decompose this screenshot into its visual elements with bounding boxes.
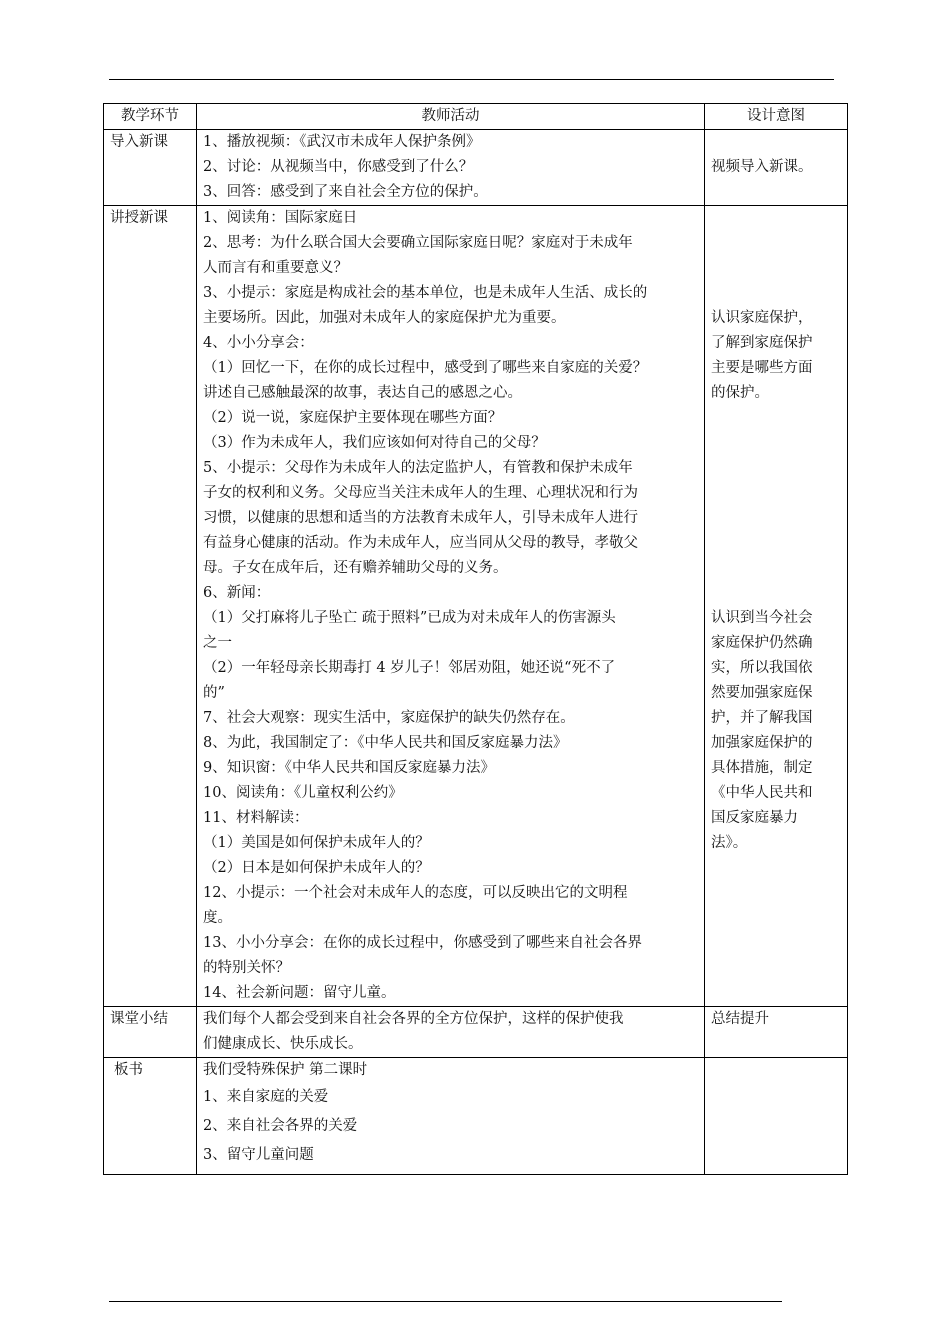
intent-cell (705, 1007, 848, 1058)
activity-line: 10、阅读角：《儿童权利公约》 (203, 785, 403, 801)
activity-line: 12、小提示：一个社会对未成年人的态度，可以反映出它的文明程 (203, 885, 628, 901)
intent-cell (705, 206, 848, 1007)
activity-line: 1、来自家庭的关爱 (203, 1089, 329, 1105)
intent-line: 《中华人民共和 (711, 785, 813, 801)
activity-cell (197, 1007, 705, 1058)
intent-line: 国反家庭暴力 (711, 810, 798, 826)
activity-line: 6、新闻： (203, 585, 271, 601)
activity-line: 度。 (203, 910, 232, 926)
activity-line: 9、知识窗：《中华人民共和国反家庭暴力法》 (203, 760, 495, 776)
activity-line: 14、社会新问题：留守儿童。 (203, 985, 396, 1001)
activity-line: 5、小提示：父母作为未成年人的法定监护人，有管教和保护未成年 (203, 460, 633, 476)
table-row (104, 1007, 848, 1058)
intent-line: 视频导入新课。 (711, 159, 813, 175)
table-row (104, 1058, 848, 1175)
activity-line: 习惯，以健康的思想和适当的方法教育未成年人，引导未成年人进行 (203, 510, 638, 526)
activity-line: 我们每个人都会受到来自社会各界的全方位保护，这样的保护使我 (203, 1011, 624, 1027)
activity-line: 讲述自己感触最深的故事，表达自己的感恩之心。 (203, 385, 522, 401)
activity-line: 11、材料解读： (203, 810, 309, 826)
activity-line: （2）日本是如何保护未成年人的？ (203, 860, 430, 876)
intent-line: 主要是哪些方面 (711, 360, 813, 376)
activity-line: 3、留守儿童问题 (203, 1147, 314, 1163)
stage-cell: 课堂小结 (104, 1007, 197, 1058)
activity-line: 子女的权利和义务。父母应当关注未成年人的生理、心理状况和行为 (203, 485, 638, 501)
intent-block-family (711, 206, 841, 406)
activity-cell (197, 1058, 705, 1175)
activity-line: （2）一年轻母亲长期毒打 4 岁儿子！邻居劝阻，她还说“死不了 (203, 660, 616, 676)
intent-block-law (711, 406, 841, 856)
activity-line: （2）说一说，家庭保护主要体现在哪些方面？ (203, 410, 503, 426)
intent-line: 的保护。 (711, 385, 769, 401)
intent-line: 护，并了解我国 (711, 710, 813, 726)
stage-cell: 导入新课 (104, 130, 197, 206)
footer-rule (109, 1301, 782, 1302)
activity-line: 有益身心健康的活动。作为未成年人，应当同从父母的教导，孝敬父 (203, 535, 638, 551)
lesson-plan-table (103, 103, 848, 1175)
header-rule (109, 79, 834, 80)
intent-line: 认识到当今社会 (711, 610, 813, 626)
activity-line: 13、小小分享会：在你的成长过程中，你感受到了哪些来自社会各界 (203, 935, 642, 951)
activity-line: 4、小小分享会： (203, 335, 314, 351)
intent-line: 了解到家庭保护 (711, 335, 813, 351)
intent-cell (705, 130, 848, 206)
activity-line: 3、小提示：家庭是构成社会的基本单位，也是未成年人生活、成长的 (203, 285, 648, 301)
activity-line: 2、来自社会各界的关爱 (203, 1118, 358, 1134)
activity-line: （1）回忆一下，在你的成长过程中，感受到了哪些来自家庭的关爱？ (203, 360, 648, 376)
activity-line: 的特别关怀？ (203, 960, 290, 976)
activity-line: 我们受特殊保护 第二课时 (203, 1062, 368, 1078)
activity-line: （3）作为未成年人，我们应该如何对待自己的父母？ (203, 435, 546, 451)
intent-line: 法》。 (711, 835, 748, 851)
intent-line: 加强家庭保护的 (711, 735, 813, 751)
activity-line: 主要场所。因此，加强对未成年人的家庭保护尤为重要。 (203, 310, 566, 326)
intent-line: 家庭保护仍然确 (711, 635, 813, 651)
intent-cell (705, 1058, 848, 1175)
activity-line: 1、阅读角：国际家庭日 (203, 210, 358, 226)
table-row (104, 206, 848, 1007)
intent-line: 具体措施，制定 (711, 760, 813, 776)
activity-line: 7、社会大观察：现实生活中，家庭保护的缺失仍然存在。 (203, 710, 575, 726)
activity-line: 人而言有和重要意义？ (203, 260, 348, 276)
activity-line: 们健康成长、快乐成长。 (203, 1036, 363, 1052)
activity-line: 之一 (203, 635, 232, 651)
table-row (104, 130, 848, 206)
activity-line: 2、讨论：从视频当中，你感受到了什么？ (203, 159, 474, 175)
stage-cell: 讲授新课 (104, 206, 197, 1007)
activity-line: 2、思考：为什么联合国大会要确立国际家庭日呢？家庭对于未成年 (203, 235, 633, 251)
table-header-row (104, 104, 848, 130)
activity-line: （1）父打麻将儿子坠亡 疏于照料”已成为对未成年人的伤害源头 (203, 610, 616, 626)
stage-cell: 板书 (104, 1058, 197, 1175)
activity-line: 的” (203, 685, 225, 701)
intent-line: 总结提升 (711, 1011, 769, 1027)
intent-line: 然要加强家庭保 (711, 685, 813, 701)
activity-line: （1）美国是如何保护未成年人的？ (203, 835, 430, 851)
header-intent: 设计意图 (705, 104, 848, 130)
activity-cell (197, 130, 705, 206)
intent-line: 认识家庭保护， (711, 310, 813, 326)
activity-line: 3、回答：感受到了来自社会全方位的保护。 (203, 184, 488, 200)
intent-line: 实，所以我国依 (711, 660, 813, 676)
activity-line: 1、播放视频：《武汉市未成年人保护条例》 (203, 134, 481, 150)
activity-line: 母。子女在成年后，还有赡养辅助父母的义务。 (203, 560, 508, 576)
activity-line: 8、为此，我国制定了：《中华人民共和国反家庭暴力法》 (203, 735, 568, 751)
header-stage: 教学环节 (104, 104, 197, 130)
header-activity: 教师活动 (197, 104, 705, 130)
activity-cell (197, 206, 705, 1007)
